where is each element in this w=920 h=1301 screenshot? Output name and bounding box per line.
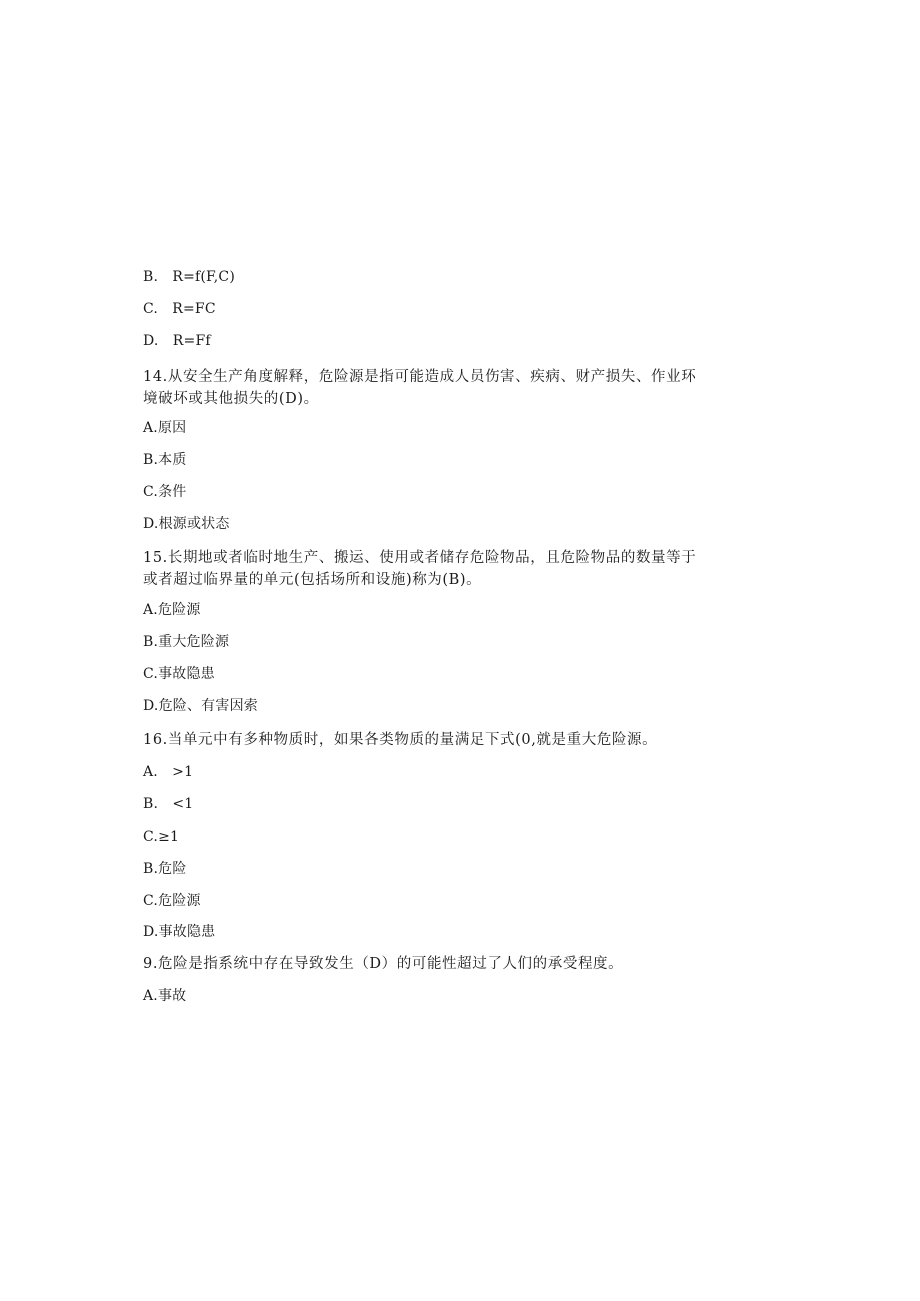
question-9: 9.危险是指系统中存在导致发生（D）的可能性超过了人们的承受程度。 [143, 956, 624, 972]
q15-option-b: B.重大危险源 [143, 634, 230, 650]
option-c-hazard-source: C.危险源 [143, 893, 201, 909]
option-d-formula: D. R=Ff [143, 333, 211, 349]
q14-option-c: C.条件 [143, 484, 187, 500]
q9-option-a: A.事故 [143, 988, 187, 1004]
q15-option-a: A.危险源 [143, 602, 201, 618]
option-d-hidden-danger: D.事故隐患 [143, 924, 216, 940]
q14-option-a: A.原因 [143, 420, 187, 436]
q16-option-c: C.≥1 [143, 829, 180, 845]
option-b-formula: B. R=f(F,C) [143, 269, 236, 285]
option-c-formula: C. R=FC [143, 301, 216, 317]
option-b-danger: B.危险 [143, 861, 187, 877]
q16-option-b: B. <1 [143, 796, 194, 812]
q15-option-d: D.危险、有害因索 [143, 698, 258, 714]
question-14: 14.从安全生产角度解释，危险源是指可能造成人员伤害、疾病、财产损失、作业环境破坏或其他损失的(D)。 [143, 369, 697, 407]
q15-option-c: C.事故隐患 [143, 666, 215, 682]
q16-option-a: A. >1 [143, 764, 194, 780]
q14-option-b: B.本质 [143, 452, 187, 468]
question-16: 16.当单元中有多种物质时，如果各类物质的量满足下式(0,就是重大危险源。 [143, 732, 658, 748]
question-15: 15.长期地或者临时地生产、搬运、使用或者储存危险物品，且危险物品的数量等于或者超过临界量的单元(包括场所和设施)称为(B)。 [143, 550, 697, 588]
q14-option-d: D.根源或状态 [143, 516, 230, 532]
